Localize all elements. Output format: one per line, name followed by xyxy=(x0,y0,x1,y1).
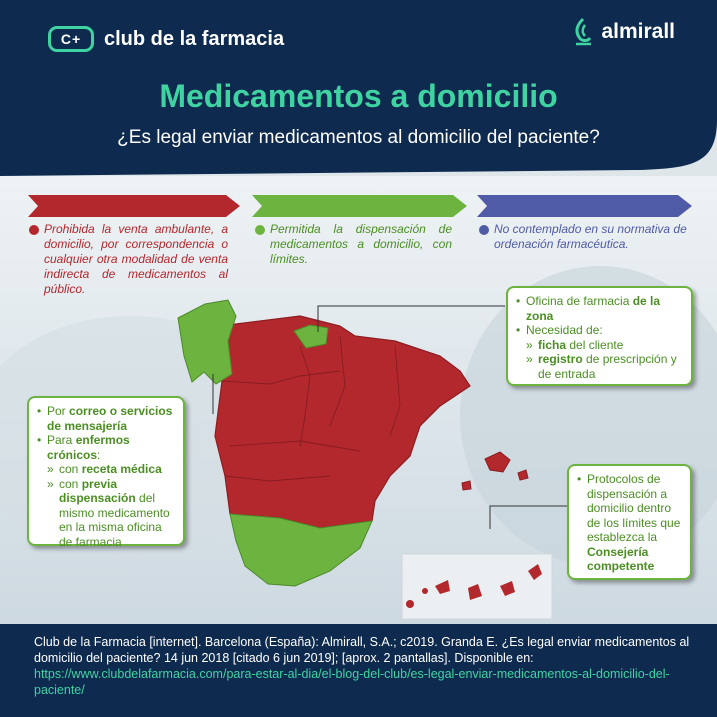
club-logo-icon xyxy=(48,26,94,52)
callout-right-item-1: • Protocolos de dispensación a domicilio dentro de los límites que establezca la Consejería competente xyxy=(577,472,682,574)
logo-text: C+ xyxy=(60,31,82,47)
footer xyxy=(0,624,717,717)
legend-text-green: Permitida la dispensación de medicamentos a domicilio, con límites. xyxy=(270,222,452,266)
callout-top-sub-1: » ficha del cliente xyxy=(516,338,683,353)
legend-item-blue xyxy=(494,222,694,252)
blue-dot-icon xyxy=(479,225,489,235)
brand-name: club de la farmacia xyxy=(104,27,285,50)
callout-top-item-2: • Necesidad de: xyxy=(516,323,683,338)
andalucia-region xyxy=(230,514,372,586)
callout-andalucia xyxy=(567,464,692,580)
legend-arrow-blue xyxy=(477,195,692,217)
citation xyxy=(34,634,694,698)
callout-top-sub-2: » registro de prescripción y de entrada xyxy=(516,352,683,381)
almirall-word: almirall xyxy=(601,20,675,43)
citation-link[interactable]: https://www.clubdelafarmacia.com/para-estar-al-dia/el-blog-del-club/es-legal-enviar-medicamentos-al-domicilio-del-paciente/ xyxy=(34,667,670,697)
green-dot-icon xyxy=(255,225,265,235)
page-title: Medicamentos a domicilio xyxy=(159,78,558,114)
legend-arrow-red xyxy=(28,195,240,217)
mainland-red-regions xyxy=(215,316,470,528)
red-dot-icon xyxy=(29,225,39,235)
club-de-la-farmacia-logo[interactable] xyxy=(48,26,284,52)
legend-arrow-green xyxy=(252,195,467,217)
callout-cantabria xyxy=(506,286,693,386)
callout-left-item-2: • Para enfermos crónicos: xyxy=(37,433,175,462)
legend-text-blue: No contemplado en su normativa de ordenación farmacéutica. xyxy=(494,222,687,251)
callout-left-item-1: • Por correo o servicios de mensajería xyxy=(37,404,175,433)
callout-galicia xyxy=(27,396,185,549)
legend-item-red xyxy=(44,222,228,297)
legend-text-red: Prohibida la venta ambulante, a domicilio, por correspondencia o cualquier otra modalidad de venta indirecta de medicamentos al público. xyxy=(44,222,228,296)
legend-item-green xyxy=(270,222,452,267)
header xyxy=(0,0,717,176)
almirall-flame-icon xyxy=(571,17,595,47)
callout-top-item-1: • Oficina de farmacia de la zona xyxy=(516,294,683,323)
citation-text: Club de la Farmacia [internet]. Barcelona (España): Almirall, S.A.; c2019. Granda E. ¿Es legal enviar medicamentos al domicilio del paciente? 14 jun 2018 [citado 6 jun 2019]; [aprox. 2 pantallas]. Disponible en: xyxy=(34,635,690,665)
callout-left-sub-1: » con receta médica xyxy=(37,462,175,477)
callout-left-sub-2: » con previa dispensación del mismo medicamento en la misma oficina de farmacia xyxy=(37,477,175,550)
page-subtitle: ¿Es legal enviar medicamentos al domicilio del paciente? xyxy=(117,127,600,148)
almirall-logo[interactable] xyxy=(571,17,675,47)
